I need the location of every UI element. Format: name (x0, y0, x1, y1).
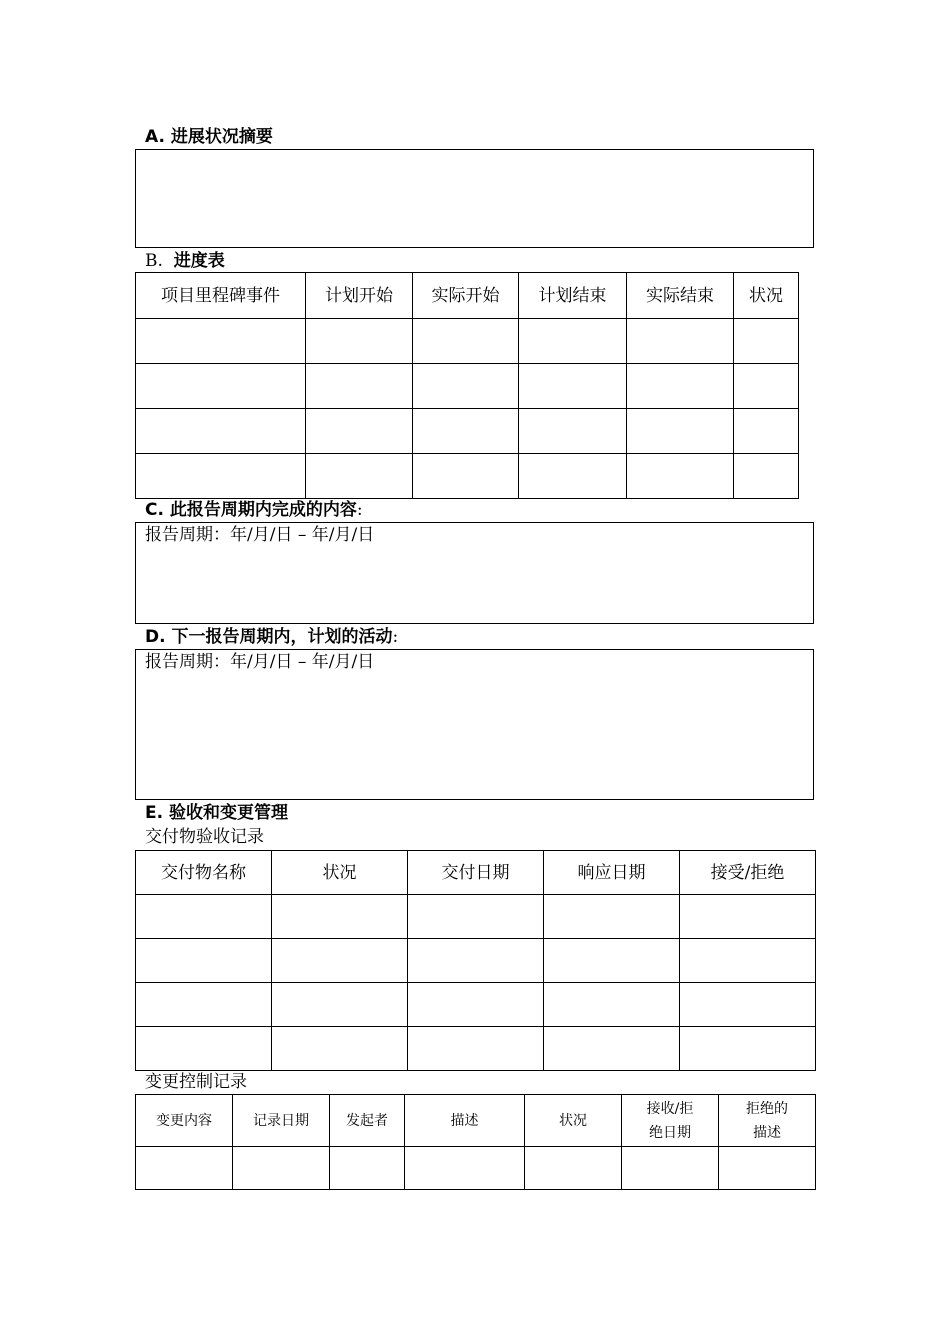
change-control-subtitle: 变更控制记录 (145, 1072, 247, 1092)
table-cell[interactable] (544, 1027, 680, 1071)
section-e-title (145, 802, 288, 824)
table-cell[interactable] (680, 1027, 816, 1071)
table-cell[interactable] (136, 319, 306, 364)
table-cell[interactable] (680, 895, 816, 939)
table-cell[interactable] (627, 454, 734, 499)
table-row (136, 939, 816, 983)
schedule-header-actual-start: 实际开始 (413, 273, 519, 319)
planned-period-text: 报告周期：年/月/日 – 年/月/日 (145, 652, 375, 672)
section-c-title (145, 499, 363, 521)
table-cell[interactable] (734, 454, 799, 499)
table-row (136, 409, 799, 454)
schedule-header-actual-end: 实际结束 (627, 273, 734, 319)
table-cell[interactable] (519, 409, 627, 454)
section-b-title-text: 进度表 (173, 251, 225, 271)
table-cell[interactable] (734, 409, 799, 454)
schedule-table (135, 272, 799, 499)
change-header-record-date: 记录日期 (233, 1095, 330, 1147)
schedule-header-planned-start: 计划开始 (306, 273, 413, 319)
table-cell[interactable] (719, 1147, 816, 1190)
change-control-table (135, 1094, 816, 1190)
table-cell[interactable] (306, 319, 413, 364)
table-row (136, 983, 816, 1027)
table-cell[interactable] (519, 454, 627, 499)
section-d-colon: : (392, 627, 399, 647)
change-header-accept-reject-date (622, 1095, 719, 1147)
table-cell[interactable] (306, 364, 413, 409)
section-d-title (145, 626, 398, 648)
table-cell[interactable] (519, 364, 627, 409)
section-c-colon: : (356, 500, 363, 520)
change-header-reject-description-line1: 拒绝的 (746, 1100, 788, 1117)
table-cell[interactable] (306, 454, 413, 499)
table-cell[interactable] (136, 364, 306, 409)
progress-summary-box[interactable] (135, 149, 814, 248)
table-cell[interactable] (136, 1027, 272, 1071)
table-cell[interactable] (627, 319, 734, 364)
acceptance-header-accept-reject: 接受/拒绝 (680, 851, 816, 895)
change-header-status: 状况 (525, 1095, 622, 1147)
table-cell[interactable] (272, 1027, 408, 1071)
table-cell[interactable] (233, 1147, 330, 1190)
table-cell[interactable] (519, 319, 627, 364)
table-cell[interactable] (405, 1147, 525, 1190)
table-cell[interactable] (413, 319, 519, 364)
table-cell[interactable] (136, 409, 306, 454)
table-cell[interactable] (413, 364, 519, 409)
section-a-title (145, 126, 273, 148)
change-header-accept-reject-date-line2: 绝日期 (649, 1124, 691, 1141)
change-header-accept-reject-date-line1: 接收/拒 (646, 1100, 694, 1117)
table-cell[interactable] (272, 983, 408, 1027)
acceptance-table (135, 850, 816, 1071)
schedule-header-status: 状况 (734, 273, 799, 319)
section-d-title-text: D. 下一报告周期内，计划的活动 (145, 627, 393, 647)
completed-period-text: 报告周期：年/月/日 – 年/月/日 (145, 525, 375, 545)
table-cell[interactable] (413, 409, 519, 454)
table-row (136, 454, 799, 499)
table-cell[interactable] (408, 983, 544, 1027)
table-cell[interactable] (408, 939, 544, 983)
table-row (136, 1147, 816, 1190)
acceptance-header-delivery-date: 交付日期 (408, 851, 544, 895)
section-b-prefix: B. (145, 251, 163, 271)
schedule-header-planned-end: 计划结束 (519, 273, 627, 319)
table-cell[interactable] (734, 319, 799, 364)
table-row (136, 895, 816, 939)
section-c-title-text: C. 此报告周期内完成的内容 (145, 500, 357, 520)
change-header-description: 描述 (405, 1095, 525, 1147)
table-cell[interactable] (680, 983, 816, 1027)
table-cell[interactable] (136, 895, 272, 939)
table-cell[interactable] (136, 1147, 233, 1190)
table-cell[interactable] (136, 983, 272, 1027)
table-cell[interactable] (413, 454, 519, 499)
completed-content-box[interactable] (135, 522, 814, 624)
table-cell[interactable] (627, 364, 734, 409)
table-row (136, 1027, 816, 1071)
acceptance-subtitle: 交付物验收记录 (145, 827, 264, 847)
schedule-header-milestone: 项目里程碑事件 (136, 273, 306, 319)
table-row (136, 319, 799, 364)
table-cell[interactable] (622, 1147, 719, 1190)
table-cell[interactable] (136, 454, 306, 499)
planned-activities-box[interactable] (135, 649, 814, 800)
table-cell[interactable] (525, 1147, 622, 1190)
section-b-title (145, 250, 225, 272)
table-cell[interactable] (408, 1027, 544, 1071)
table-cell[interactable] (330, 1147, 405, 1190)
table-cell[interactable] (544, 939, 680, 983)
table-cell[interactable] (136, 939, 272, 983)
table-cell[interactable] (734, 364, 799, 409)
table-cell[interactable] (627, 409, 734, 454)
table-cell[interactable] (272, 939, 408, 983)
table-cell[interactable] (544, 895, 680, 939)
table-cell[interactable] (680, 939, 816, 983)
table-cell[interactable] (272, 895, 408, 939)
table-cell[interactable] (544, 983, 680, 1027)
table-cell[interactable] (306, 409, 413, 454)
acceptance-header-deliverable: 交付物名称 (136, 851, 272, 895)
section-a-title-text: A. 进展状况摘要 (145, 127, 273, 147)
acceptance-header-status: 状况 (272, 851, 408, 895)
section-e-title-text: E. 验收和变更管理 (145, 803, 288, 823)
table-cell[interactable] (408, 895, 544, 939)
change-header-reject-description (719, 1095, 816, 1147)
change-header-reject-description-line2: 描述 (753, 1124, 781, 1141)
acceptance-header-response-date: 响应日期 (544, 851, 680, 895)
change-header-initiator: 发起者 (330, 1095, 405, 1147)
change-header-content: 变更内容 (136, 1095, 233, 1147)
table-row (136, 364, 799, 409)
